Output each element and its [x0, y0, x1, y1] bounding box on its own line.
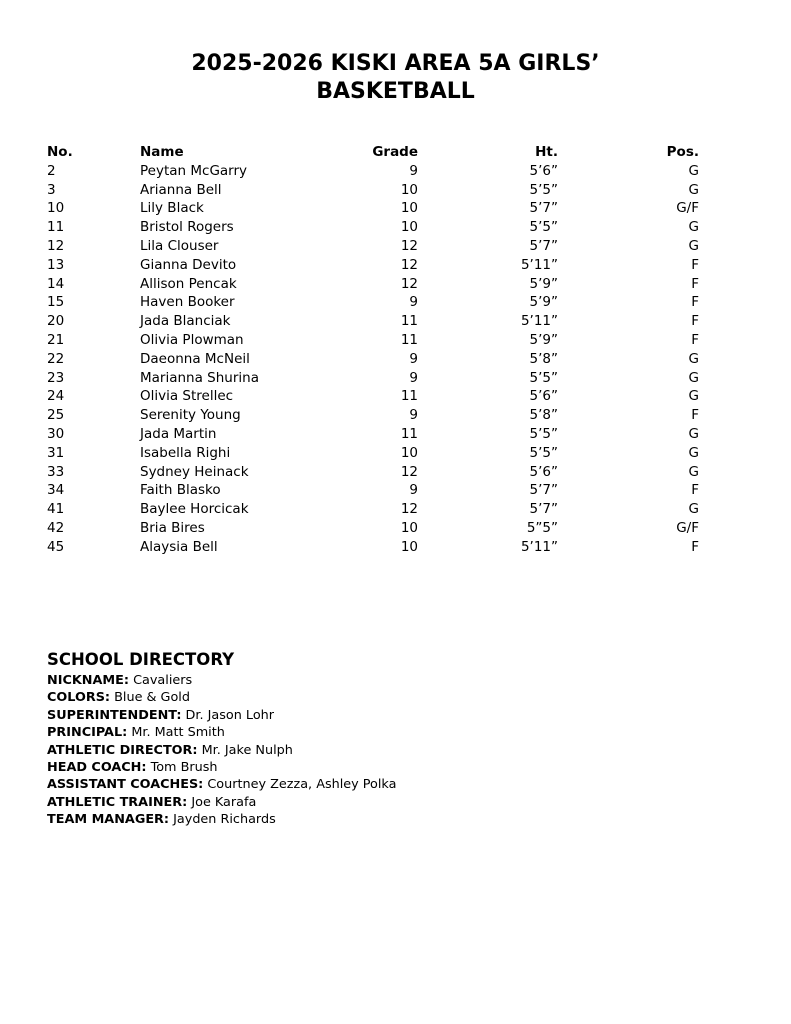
player-grade: 10 [400, 200, 418, 217]
directory-label: ASSISTANT COACHES: [47, 777, 204, 793]
player-grade: 9 [409, 350, 418, 367]
header-position: Pos. [666, 144, 699, 160]
header-height: Ht. [535, 144, 558, 160]
directory-entry [47, 672, 647, 689]
player-grade: 12 [400, 256, 418, 273]
table-row [47, 181, 699, 200]
player-grade: 11 [400, 313, 418, 330]
player-position: G [688, 444, 699, 461]
player-height: 5’9” [529, 294, 558, 311]
player-number: 31 [47, 444, 65, 461]
roster-table [47, 143, 699, 557]
player-height: 5’7” [529, 482, 558, 499]
player-grade: 11 [400, 331, 418, 348]
player-name: Olivia Strellec [140, 388, 234, 405]
player-name: Jada Blanciak [140, 313, 231, 330]
directory-value: Mr. Jake Nulph [201, 742, 293, 758]
player-name: Bria Bires [140, 519, 205, 536]
player-name: Peytan McGarry [140, 162, 248, 179]
player-grade: 10 [400, 181, 418, 198]
directory-entry [47, 724, 647, 741]
player-position: G [688, 162, 699, 179]
directory-entries [47, 672, 647, 829]
player-number: 14 [47, 275, 65, 292]
table-row [47, 218, 699, 237]
player-position: G [688, 388, 699, 405]
title-line-2: BASKETBALL [316, 79, 475, 104]
player-number: 41 [47, 501, 65, 518]
player-grade: 12 [400, 501, 418, 518]
player-height: 5’6” [529, 162, 558, 179]
player-grade: 10 [400, 444, 418, 461]
table-row [47, 481, 699, 500]
directory-title: SCHOOL DIRECTORY [47, 650, 235, 669]
player-grade: 10 [400, 519, 418, 536]
player-number: 2 [47, 162, 56, 179]
player-name: Jada Martin [140, 425, 217, 442]
player-height: 5’9” [529, 275, 558, 292]
page-title [0, 50, 791, 106]
player-height: 5’6” [529, 388, 558, 405]
player-name: Faith Blasko [140, 482, 221, 499]
player-name: Olivia Plowman [140, 331, 244, 348]
player-number: 34 [47, 482, 65, 499]
player-position: F [691, 407, 699, 424]
player-grade: 9 [409, 482, 418, 499]
player-position: G [688, 369, 699, 386]
player-height: 5’5” [529, 444, 558, 461]
directory-entry [47, 811, 647, 828]
player-height: 5’5” [529, 219, 558, 236]
player-name: Serenity Young [140, 407, 241, 424]
player-number: 10 [47, 200, 65, 217]
player-grade: 9 [409, 162, 418, 179]
directory-label: PRINCIPAL: [47, 725, 128, 741]
header-grade: Grade [372, 144, 418, 160]
table-row [47, 519, 699, 538]
directory-entry [47, 776, 647, 793]
table-row [47, 312, 699, 331]
player-position: G [688, 219, 699, 236]
player-grade: 10 [400, 219, 418, 236]
directory-entry [47, 794, 647, 811]
player-height: 5’7” [529, 501, 558, 518]
player-position: F [691, 538, 699, 555]
player-name: Baylee Horcicak [140, 501, 249, 518]
directory-label: ATHLETIC TRAINER: [47, 794, 188, 810]
player-number: 45 [47, 538, 65, 555]
player-grade: 11 [400, 388, 418, 405]
player-number: 3 [47, 181, 56, 198]
player-height: 5’11” [520, 256, 558, 273]
player-position: G/F [676, 200, 699, 217]
table-row [47, 350, 699, 369]
player-grade: 10 [400, 538, 418, 555]
directory-entry [47, 707, 647, 724]
player-position: G [688, 350, 699, 367]
player-position: G [688, 425, 699, 442]
player-name: Alaysia Bell [140, 538, 218, 555]
player-position: F [691, 256, 699, 273]
player-height: 5’5” [529, 369, 558, 386]
player-position: F [691, 294, 699, 311]
table-row [47, 538, 699, 557]
directory-entry [47, 742, 647, 759]
player-number: 30 [47, 425, 65, 442]
player-position: G [688, 501, 699, 518]
player-height: 5’11” [520, 313, 558, 330]
table-row [47, 331, 699, 350]
table-row [47, 406, 699, 425]
table-row [47, 387, 699, 406]
table-row [47, 256, 699, 275]
directory-value: Jayden Richards [173, 812, 276, 828]
player-position: F [691, 331, 699, 348]
player-name: Daeonna McNeil [140, 350, 250, 367]
table-row [47, 444, 699, 463]
player-number: 13 [47, 256, 65, 273]
player-number: 15 [47, 294, 65, 311]
player-name: Sydney Heinack [140, 463, 249, 480]
player-number: 42 [47, 519, 65, 536]
player-height: 5’9” [529, 331, 558, 348]
player-name: Marianna Shurina [140, 369, 259, 386]
player-position: F [691, 482, 699, 499]
player-grade: 11 [400, 425, 418, 442]
directory-value: Joe Karafa [191, 794, 257, 810]
player-name: Gianna Devito [140, 256, 237, 273]
player-height: 5”5” [526, 519, 558, 536]
player-number: 11 [47, 219, 65, 236]
directory-value: Blue & Gold [114, 690, 190, 706]
directory-label: ATHLETIC DIRECTOR: [47, 742, 198, 758]
table-row [47, 162, 699, 181]
directory-value: Courtney Zezza, Ashley Polka [207, 777, 397, 793]
header-no: No. [47, 144, 73, 160]
player-grade: 9 [409, 294, 418, 311]
player-name: Lila Clouser [140, 237, 219, 254]
player-name: Allison Pencak [140, 275, 237, 292]
directory-value: Mr. Matt Smith [131, 725, 225, 741]
player-grade: 12 [400, 237, 418, 254]
player-name: Bristol Rogers [140, 219, 234, 236]
player-grade: 9 [409, 407, 418, 424]
player-name: Isabella Righi [140, 444, 231, 461]
player-height: 5’11” [520, 538, 558, 555]
player-height: 5’5” [529, 181, 558, 198]
player-position: G/F [676, 519, 699, 536]
directory-label: COLORS: [47, 690, 111, 706]
player-height: 5’7” [529, 200, 558, 217]
directory-label: NICKNAME: [47, 673, 129, 688]
player-height: 5’7” [529, 237, 558, 254]
title-line-1: 2025-2026 KISKI AREA 5A GIRLS’ [191, 51, 600, 76]
player-name: Lily Black [140, 200, 204, 217]
table-row [47, 237, 699, 256]
table-row [47, 463, 699, 482]
directory-entry [47, 759, 647, 776]
table-row [47, 369, 699, 388]
player-number: 33 [47, 463, 65, 480]
player-grade: 12 [400, 275, 418, 292]
roster-rows [47, 162, 699, 557]
player-height: 5’5” [529, 425, 558, 442]
player-grade: 12 [400, 463, 418, 480]
player-position: F [691, 313, 699, 330]
player-position: G [688, 237, 699, 254]
table-row [47, 293, 699, 312]
player-height: 5’6” [529, 463, 558, 480]
player-position: F [691, 275, 699, 292]
player-number: 23 [47, 369, 65, 386]
table-row [47, 275, 699, 294]
player-height: 5’8” [529, 407, 558, 424]
player-number: 21 [47, 331, 65, 348]
directory-label: HEAD COACH: [47, 760, 147, 776]
player-position: G [688, 463, 699, 480]
player-position: G [688, 181, 699, 198]
directory-value: Tom Brush [150, 760, 218, 776]
player-height: 5’8” [529, 350, 558, 367]
directory-label: TEAM MANAGER: [47, 812, 170, 828]
player-number: 24 [47, 388, 65, 405]
player-number: 20 [47, 313, 65, 330]
header-name: Name [140, 144, 184, 160]
directory-label: SUPERINTENDENT: [47, 707, 182, 723]
player-grade: 9 [409, 369, 418, 386]
directory-entry [47, 689, 647, 706]
table-row [47, 199, 699, 218]
table-row [47, 500, 699, 519]
school-directory [47, 649, 647, 829]
player-number: 12 [47, 237, 65, 254]
roster-header-row [47, 143, 699, 162]
directory-value: Dr. Jason Lohr [185, 707, 275, 723]
table-row [47, 425, 699, 444]
player-number: 22 [47, 350, 65, 367]
player-name: Haven Booker [140, 294, 235, 311]
directory-value: Cavaliers [133, 673, 193, 688]
player-number: 25 [47, 407, 65, 424]
player-name: Arianna Bell [140, 181, 222, 198]
